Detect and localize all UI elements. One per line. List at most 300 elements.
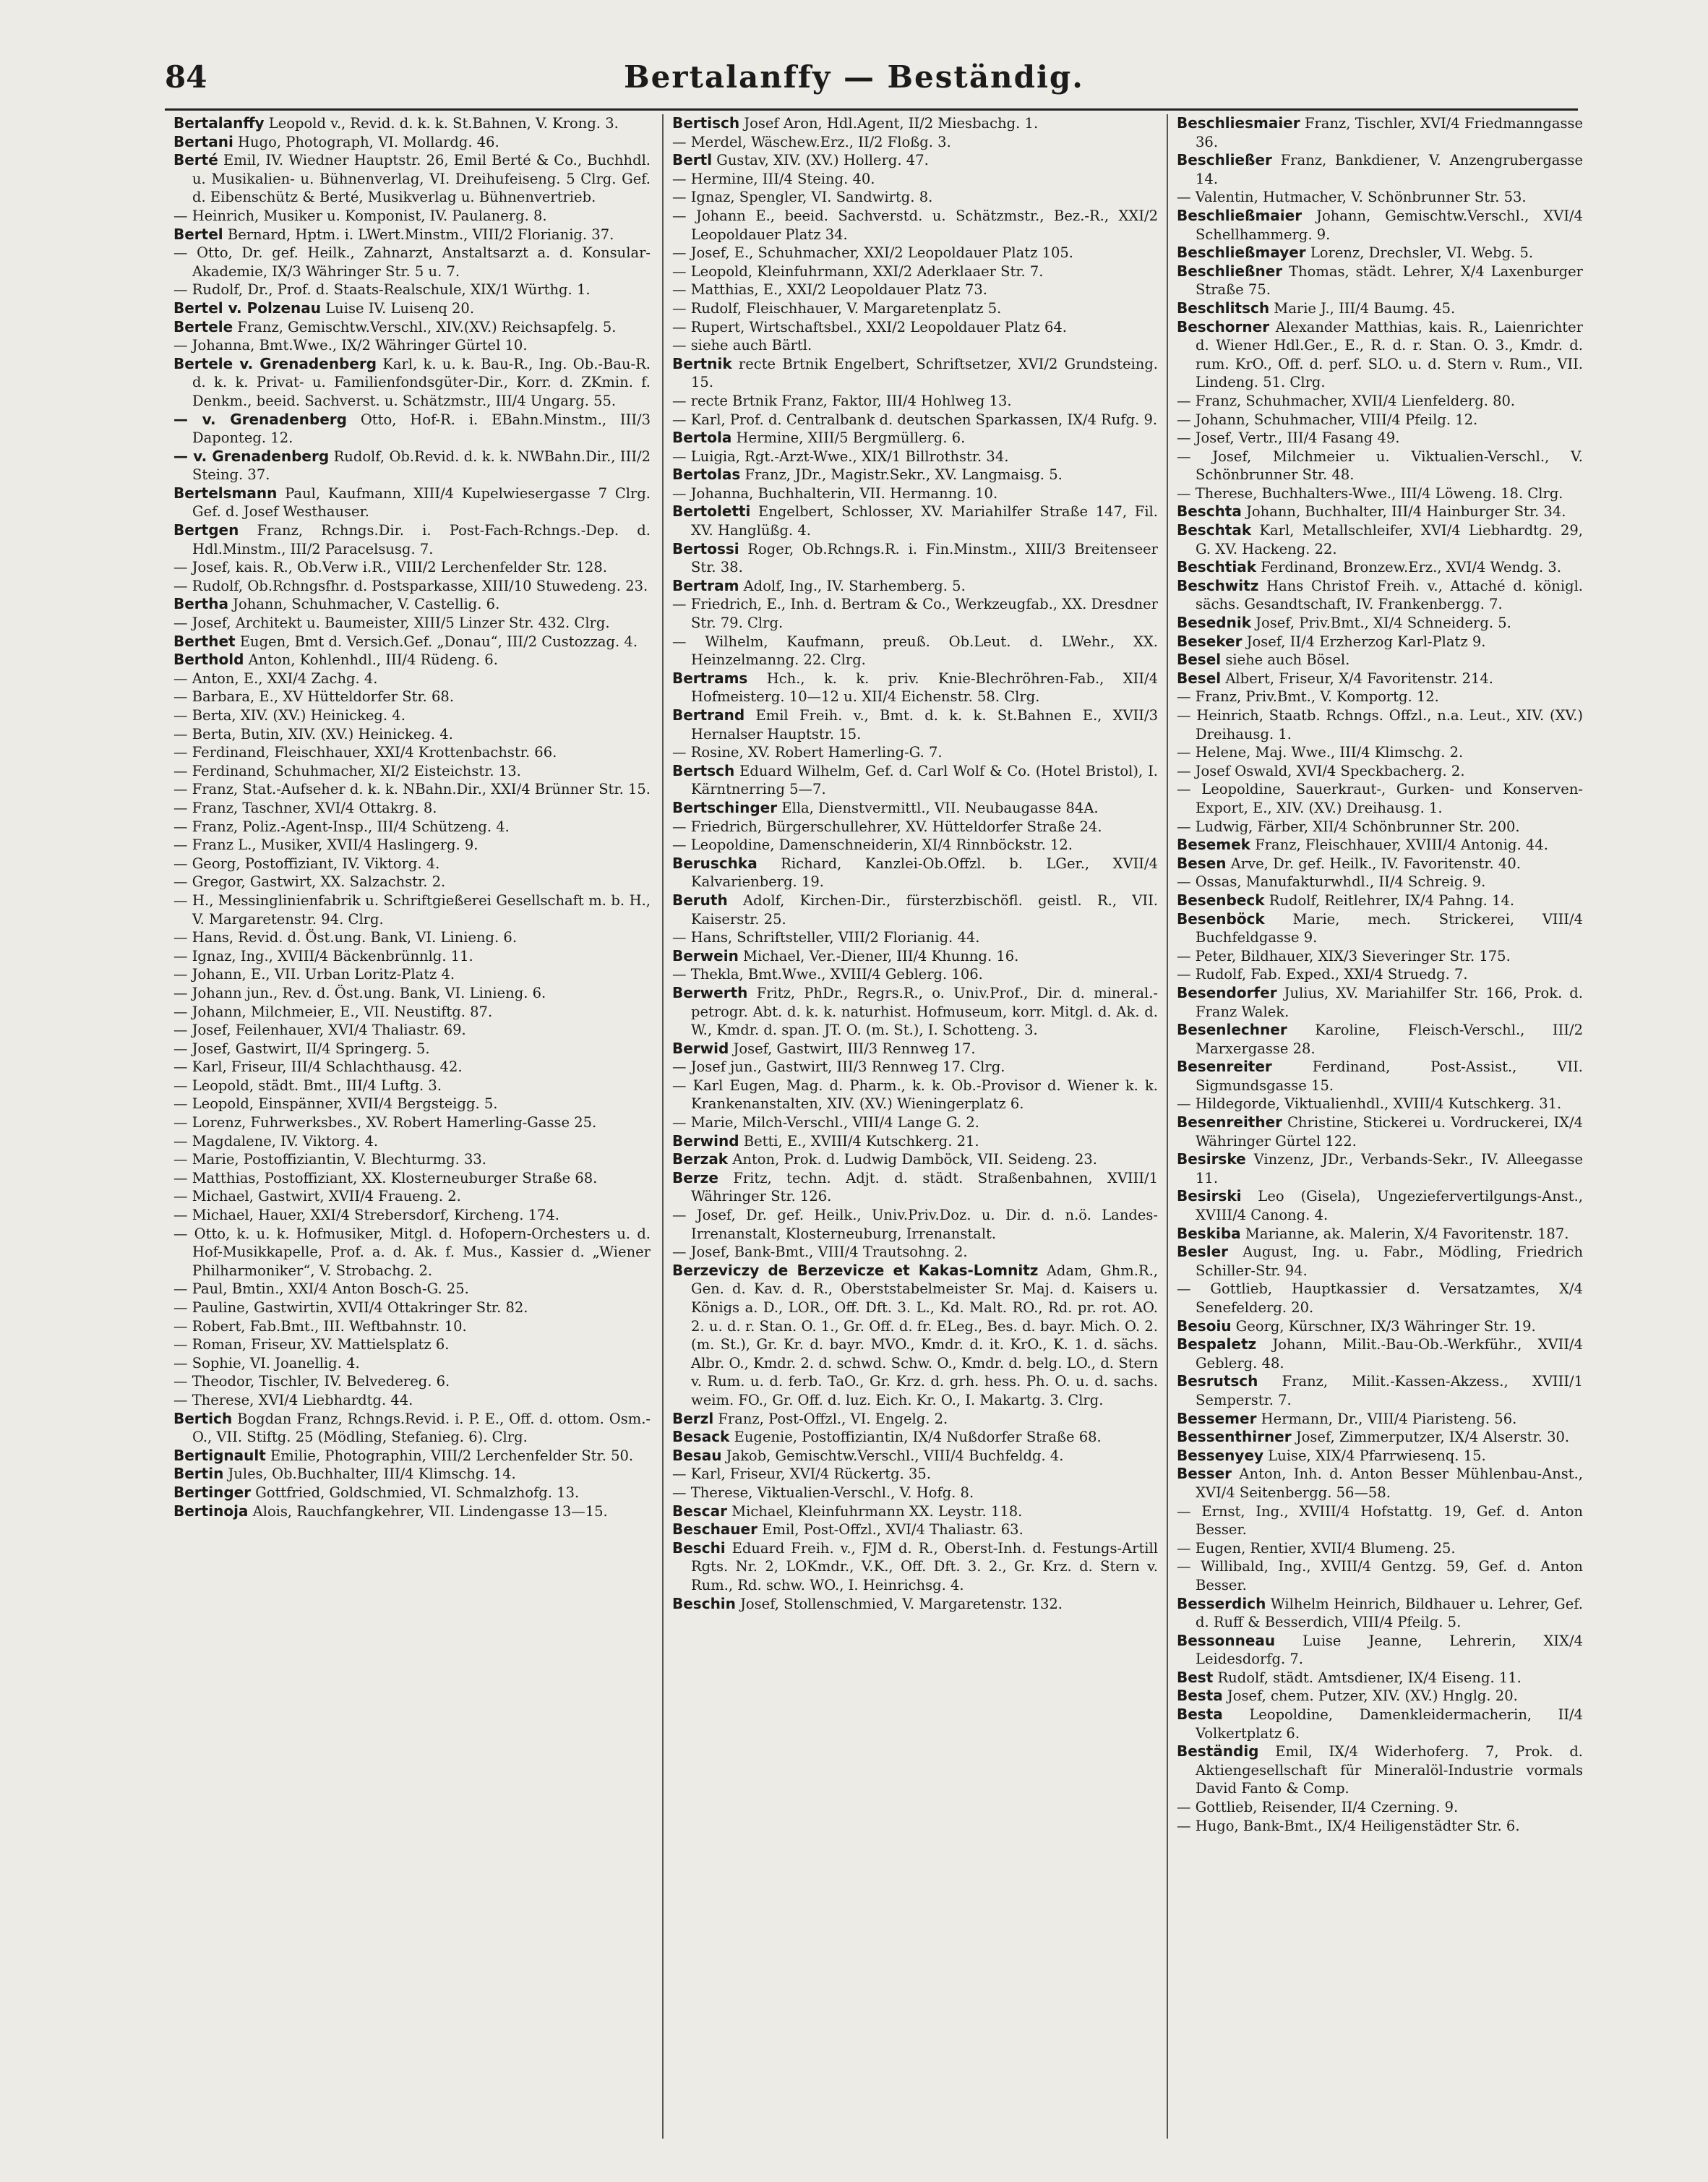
entry-details: — Robert, Fab.Bmt., III. Weftbahnstr. 10.	[173, 1317, 467, 1335]
directory-entry	[173, 984, 651, 1003]
directory-entry	[173, 521, 651, 558]
directory-entry	[173, 207, 651, 226]
directory-entry	[173, 1169, 651, 1188]
directory-entry	[672, 429, 1158, 448]
directory-entry	[173, 1280, 651, 1298]
directory-entry	[672, 262, 1158, 281]
directory-entry	[173, 1354, 651, 1373]
entry-details: — Helene, Maj. Wwe., III/4 Klimschg. 2.	[1177, 744, 1464, 761]
directory-entry	[173, 1058, 651, 1077]
directory-entry	[1177, 1502, 1583, 1539]
directory-entry	[173, 1502, 651, 1521]
entry-details: Karoline, Fleisch-Verschl., III/2 Marxergasse 28.	[1196, 1022, 1583, 1057]
entry-surname: Bertelsmann	[173, 484, 278, 502]
entry-surname: Besenreither	[1177, 1113, 1283, 1131]
directory-entry	[1177, 1817, 1583, 1836]
entry-details: Gustav, XIV. (XV.) Hollerg. 47.	[716, 152, 929, 169]
directory-entry	[173, 743, 651, 762]
directory-entry	[672, 836, 1158, 855]
entry-details: — Sophie, VI. Joanellig. 4.	[173, 1354, 360, 1372]
entry-surname: Bertossi	[672, 539, 739, 557]
directory-entry	[1177, 1539, 1583, 1558]
entry-surname: Bertignault	[173, 1446, 266, 1464]
entry-surname: Besler	[1177, 1243, 1228, 1261]
directory-entry	[1177, 392, 1583, 411]
directory-entry	[1177, 688, 1583, 706]
entry-details: Johann, Schuhmacher, V. Castellig. 6.	[233, 596, 500, 613]
entry-details: — Michael, Hauer, XXI/4 Strebersdorf, Kircheng. 174.	[173, 1207, 560, 1224]
entry-surname: Best	[1177, 1668, 1214, 1686]
entry-details: Emil, IV. Wiedner Hauptstr. 26, Emil Berté & Co., Buchhdl. u. Musikalien- u. Bühnenverlag, VI. Dreihufeiseng. 5 Clrg. Gef. d. Eibenschütz & Berté, Musikverlag u. Bühnenvertrieb.	[192, 152, 651, 206]
entry-details: — Karl, Friseur, III/4 Schlachthausg. 42.	[173, 1058, 463, 1076]
directory-entry	[173, 780, 651, 799]
entry-details: — Josef, kais. R., Ob.Verw i.R., VIII/2 Lerchenfelder Str. 128.	[173, 559, 607, 576]
directory-entry	[173, 577, 651, 596]
entry-surname: Bertin	[173, 1465, 224, 1483]
directory-entry	[1177, 706, 1583, 743]
directory-entry	[173, 651, 651, 669]
directory-entry	[672, 1539, 1158, 1595]
directory-entry	[173, 688, 651, 706]
entry-surname: Besenreiter	[1177, 1058, 1272, 1076]
directory-entry	[672, 1077, 1158, 1113]
directory-entry	[173, 1187, 651, 1206]
directory-entry	[173, 1484, 651, 1502]
entry-surname: Bessenthirner	[1177, 1428, 1292, 1446]
entry-details: Ella, Dienstvermittl., VII. Neubaugasse 84A.	[781, 799, 1099, 816]
directory-entry	[173, 762, 651, 781]
entry-details: Josef, Gastwirt, III/3 Rennweg 17.	[733, 1040, 976, 1057]
entry-surname: Besel	[1177, 669, 1222, 687]
directory-entry	[672, 1243, 1158, 1262]
entry-details: — Thekla, Bmt.Wwe., XVIII/4 Geblerg. 106.	[672, 966, 983, 983]
entry-details: — Ernst, Ing., XVIII/4 Hofstattg. 19, Gef. d. Anton Besser.	[1177, 1502, 1583, 1539]
entry-details: — Josef jun., Gastwirt, III/3 Rennweg 17. Clrg.	[672, 1058, 1005, 1076]
directory-entry	[173, 1132, 651, 1151]
entry-details: Leopold v., Revid. d. k. k. St.Bahnen, V. Krong. 3.	[268, 115, 619, 132]
entry-surname: Berwein	[672, 946, 739, 964]
entry-surname: Bertha	[173, 595, 228, 613]
entry-surname: Bertrams	[672, 669, 748, 687]
entry-surname: Bertoletti	[672, 502, 751, 521]
directory-entry	[672, 947, 1158, 966]
entry-surname: — v. Grenadenberg	[173, 410, 347, 428]
directory-entry	[1177, 1372, 1583, 1409]
column-divider	[1167, 114, 1168, 2139]
entry-surname: Beschließmayer	[1177, 244, 1306, 262]
entry-surname: Bertich	[173, 1409, 233, 1427]
entry-details: — Gottlieb, Hauptkassier d. Versatzamtes, X/4 Senefelderg. 20.	[1177, 1280, 1583, 1316]
entry-surname: Besenbeck	[1177, 891, 1265, 909]
directory-entry	[672, 318, 1158, 337]
entry-details: Georg, Kürschner, IX/3 Währinger Str. 19.	[1235, 1317, 1536, 1335]
column-2	[672, 114, 1158, 2153]
directory-entry	[672, 355, 1158, 392]
entry-details: Alexander Matthias, kais. R., Laienrichter d. Wiener Hdl.Ger., E., R. d. r. Stan. O. 3., Kmdr. d. rum. KrO., Off. d. perf. SLO. u. d. Stern v. Rum., VII. Lindeng. 51. Clrg.	[1196, 318, 1583, 391]
directory-entry	[173, 1465, 651, 1484]
directory-entry	[672, 1169, 1158, 1206]
directory-entry	[672, 133, 1158, 152]
directory-entry	[1177, 262, 1583, 299]
directory-entry	[173, 947, 651, 966]
entry-details: Alois, Rauchfangkehrer, VII. Lindengasse 13—15.	[252, 1502, 608, 1520]
entry-details: Hermann, Dr., VIII/4 Piaristeng. 56.	[1261, 1410, 1517, 1427]
entry-surname: Besau	[672, 1446, 722, 1464]
entry-details: Julius, XV. Mariahilfer Str. 166, Prok. d. Franz Walek.	[1196, 984, 1583, 1020]
entry-details: — Johanna, Buchhalterin, VII. Hermanng. 10.	[672, 484, 998, 502]
directory-entry	[672, 1520, 1158, 1539]
column-1	[173, 114, 651, 2153]
directory-entry	[1177, 1465, 1583, 1502]
entry-details: — Ignaz, Spengler, VI. Sandwirtg. 8.	[672, 189, 933, 206]
entry-details: Wilhelm Heinrich, Bildhauer u. Lehrer, Gef. d. Ruff & Besserdich, VIII/4 Pfeilg. 5.	[1196, 1595, 1583, 1631]
entry-surname: Besack	[672, 1428, 730, 1446]
entry-details: — Josef Oswald, XVI/4 Speckbacherg. 2.	[1177, 762, 1465, 779]
entry-surname: Besta	[1177, 1687, 1223, 1705]
entry-details: Emil, IX/4 Widerhoferg. 7, Prok. d. Aktiengesellschaft für Mineralöl-Industrie vormals David Fanto & Comp.	[1196, 1743, 1583, 1797]
entry-details: — Michael, Gastwirt, XVII/4 Fraueng. 2.	[173, 1188, 461, 1205]
entry-details: — recte Brtnik Franz, Faktor, III/4 Hohlweg 13.	[672, 392, 1012, 409]
entry-surname: Besrutsch	[1177, 1372, 1258, 1390]
directory-entry	[672, 1447, 1158, 1466]
entry-details: Johann, Milit.-Bau-Ob.-Werkführ., XVII/4 Geblerg. 48.	[1196, 1336, 1583, 1372]
directory-entry	[672, 855, 1158, 891]
entry-surname: Bertsch	[672, 761, 735, 779]
entry-details: Eugenie, Postoffiziantin, IX/4 Nußdorfer Straße 68.	[734, 1429, 1102, 1446]
directory-entry	[1177, 1557, 1583, 1594]
directory-entry	[173, 1317, 651, 1336]
entry-details: Eugen, Bmt d. Versich.Gef. „Donau“, III/2 Custozzag. 4.	[239, 633, 638, 650]
directory-entry	[672, 891, 1158, 928]
entry-details: — Theodor, Tischler, IV. Belvedereg. 6.	[173, 1373, 450, 1390]
entry-details: Richard, Kanzlei-Ob.Offzl. b. LGer., XVII/4 Kalvarienberg. 19.	[691, 855, 1158, 891]
entry-details: — Willibald, Ing., XVIII/4 Gentzg. 59, Gef. d. Anton Besser.	[1177, 1558, 1583, 1593]
directory-entry	[1177, 651, 1583, 669]
entry-details: Franz, Tischler, XVI/4 Friedmanngasse 36.	[1196, 115, 1583, 150]
directory-entry	[672, 706, 1158, 743]
directory-entry	[173, 411, 651, 448]
directory-entry	[173, 1447, 651, 1466]
entry-details: — Peter, Bildhauer, XIX/3 Sieveringer Str. 175.	[1177, 947, 1511, 964]
directory-entry	[173, 558, 651, 577]
entry-surname: Bertnik	[672, 354, 732, 372]
directory-entry	[1177, 965, 1583, 984]
entry-details: — Marie, Milch-Verschl., VIII/4 Lange G. 2.	[672, 1114, 979, 1131]
directory-entry	[173, 669, 651, 688]
entry-details: — Leopold, Kleinfuhrmann, XXI/2 Aderklaaer Str. 7.	[672, 262, 1044, 280]
entry-details: — Gregor, Gastwirt, XX. Salzachstr. 2.	[173, 873, 446, 891]
directory-entry	[173, 595, 651, 614]
entry-surname: Besel	[1177, 651, 1222, 669]
directory-entry	[672, 1058, 1158, 1077]
entry-details: Luise IV. Luisenq 20.	[325, 299, 475, 317]
entry-details: — Hermine, III/4 Steing. 40.	[672, 170, 875, 187]
entry-details: Thomas, städt. Lehrer, X/4 Laxenburger Straße 75.	[1196, 262, 1583, 299]
entry-details: — Karl Eugen, Mag. d. Pharm., k. k. Ob.-Provisor d. Wiener k. k. Krankenanstalten, XIV. (XV.) Wieningerplatz 6.	[672, 1077, 1158, 1113]
entry-details: — Merdel, Wäschew.Erz., II/2 Floßg. 3.	[672, 133, 951, 150]
entry-surname: Beschließner	[1177, 262, 1283, 280]
entry-details: — Hans, Revid. d. Öst.ung. Bank, VI. Linieng. 6.	[173, 929, 518, 946]
entry-details: — Therese, Viktualien-Verschl., V. Hofg. 8.	[672, 1484, 974, 1501]
entry-details: — Rudolf, Fab. Exped., XXI/4 Struedg. 7.	[1177, 966, 1468, 983]
column-3	[1177, 114, 1583, 2153]
directory-entry	[672, 984, 1158, 1040]
directory-entry	[672, 577, 1158, 596]
entry-details: Franz, Post-Offzl., VI. Engelg. 2.	[718, 1410, 948, 1427]
entry-surname: Bertl	[672, 151, 713, 169]
entry-surname: Berzak	[672, 1150, 729, 1168]
entry-details: — Rudolf, Dr., Prof. d. Staats-Realschule, XIX/1 Würthg. 1.	[173, 281, 591, 299]
entry-details: — Johann, Schuhmacher, VIII/4 Pfeilg. 12.	[1177, 411, 1478, 428]
entry-details: Josef, Priv.Bmt., XI/4 Schneiderg. 5.	[1256, 615, 1511, 632]
entry-details: — Josef, Milchmeier u. Viktualien-Verschl., V. Schönbrunner Str. 48.	[1177, 448, 1583, 484]
directory-entry	[672, 281, 1158, 299]
entry-surname: Beschliesmaier	[1177, 114, 1300, 132]
entry-details: Hugo, Photograph, VI. Mollardg. 46.	[238, 133, 499, 150]
entry-details: — Anton, E., XXI/4 Zachg. 4.	[173, 669, 378, 687]
entry-details: — Leopold, Einspänner, XVII/4 Bergsteigg. 5.	[173, 1095, 498, 1113]
entry-details: Johann, Buchhalter, III/4 Hainburger Str. 34.	[1246, 503, 1566, 521]
directory-entry	[1177, 1798, 1583, 1817]
entry-details: Gottfried, Goldschmied, VI. Schmalzhofg. 13.	[255, 1484, 580, 1501]
entry-details: — Otto, k. u. k. Hofmusiker, Mitgl. d. Hofopern-Orchesters u. d. Hof-Musikkapelle, Prof. a. d. Ak. f. Mus., Kassier d. „Wiener Philharmoniker“, V. Strobachg. 2.	[173, 1225, 651, 1279]
entry-details: — Josef, Vertr., III/4 Fasang 49.	[1177, 429, 1400, 447]
entry-surname: Beschorner	[1177, 317, 1270, 335]
directory-entry	[173, 818, 651, 837]
entry-details: — Berta, XIV. (XV.) Heinickeg. 4.	[173, 707, 405, 724]
entry-details: — Johann jun., Rev. d. Öst.ung. Bank, VI. Linieng. 6.	[173, 984, 546, 1001]
directory-entry	[173, 965, 651, 984]
directory-entry	[672, 1410, 1158, 1429]
entry-details: Leopoldine, Damenkleidermacherin, II/4 Volkertplatz 6.	[1196, 1706, 1583, 1742]
entry-details: Franz, Gemischtw.Verschl., XIV.(XV.) Reichsapfelg. 5.	[237, 318, 617, 335]
directory-entry	[672, 336, 1158, 355]
entry-surname: Beruth	[672, 891, 728, 909]
entry-details: Hans Christof Freih. v., Attaché d. königl. sächs. Gesandtschaft, IV. Frankenbergg. 7.	[1196, 577, 1583, 613]
entry-details: recte Brtnik Engelbert, Schriftsetzer, XVI/2 Grundsteing. 15.	[691, 355, 1158, 391]
entry-surname: Besta	[1177, 1706, 1223, 1724]
directory-entry	[173, 299, 651, 318]
directory-entry	[672, 818, 1158, 837]
entry-details: — Josef, Bank-Bmt., VIII/4 Trautsohng. 2.	[672, 1244, 968, 1261]
entry-details: — Heinrich, Musiker u. Komponist, IV. Paulanerg. 8.	[173, 207, 547, 224]
entry-details: Engelbert, Schlosser, XV. Mariahilfer Straße 147, Fil. XV. Hanglüßg. 4.	[691, 503, 1158, 539]
entry-surname: Beständig	[1177, 1742, 1259, 1760]
directory-entry	[173, 114, 651, 133]
entry-surname: — v. Grenadenberg	[173, 447, 330, 465]
entry-details: Jules, Ob.Buchhalter, III/4 Klimschg. 14.	[228, 1466, 516, 1483]
entry-details: — Rupert, Wirtschaftsbel., XXI/2 Leopoldauer Platz 64.	[672, 318, 1067, 335]
entry-details: — Josef, Dr. gef. Heilk., Univ.Priv.Doz. u. Dir. d. n.ö. Landes-Irrenanstalt, Klosterneuburg, Irrenanstalt.	[672, 1207, 1158, 1242]
directory-entry	[173, 799, 651, 818]
directory-entry	[672, 207, 1158, 244]
entry-details: — Josef, Architekt u. Baumeister, XIII/5 Linzer Str. 432. Clrg.	[173, 615, 610, 632]
entry-details: — Wilhelm, Kaufmann, preuß. Ob.Leut. d. LWehr., XX. Heinzelmanng. 22. Clrg.	[672, 633, 1158, 669]
directory-entry	[173, 1040, 651, 1058]
directory-entry	[1177, 1095, 1583, 1113]
directory-entry	[1177, 244, 1583, 262]
directory-entry	[1177, 521, 1583, 558]
directory-entry	[173, 614, 651, 633]
entry-details: — Karl, Friseur, XVI/4 Rückertg. 35.	[672, 1466, 932, 1483]
entry-details: Karl, k. u. k. Bau-R., Ing. Ob.-Bau-R. d. k. k. Privat- u. Familienfondsgüter-Dir., Korr. d. ZKmin. f. Denkm., beeid. Sachverst. u. Schätzmstr., III/4 Ungarg. 55.	[192, 355, 651, 409]
directory-entry	[1177, 1187, 1583, 1224]
entry-surname: Bertalanffy	[173, 114, 265, 132]
entry-details: — Franz, Stat.-Aufseher d. k. k. NBahn.Dir., XXI/4 Brünner Str. 15.	[173, 781, 651, 798]
entry-details: Marianne, ak. Malerin, X/4 Favoritenstr. 187.	[1245, 1225, 1569, 1242]
directory-entry	[173, 1410, 651, 1447]
entry-details: Arve, Dr. gef. Heilk., IV. Favoritenstr. 40.	[1230, 855, 1521, 872]
entry-details: Johann, Gemischtw.Verschl., XVI/4 Schellhammerg. 9.	[1196, 207, 1583, 243]
directory-entry	[1177, 114, 1583, 151]
directory-entry	[672, 392, 1158, 411]
entry-details: Franz, Fleischhauer, XVIII/4 Antonig. 44.	[1255, 837, 1548, 854]
directory-entry	[1177, 818, 1583, 837]
entry-surname: Beschließer	[1177, 151, 1272, 169]
entry-details: — Ignaz, Ing., XVIII/4 Bäckenbrünnlg. 11.	[173, 947, 473, 964]
entry-surname: Beschauer	[672, 1520, 758, 1539]
entry-details: — Otto, Dr. gef. Heilk., Zahnarzt, Anstaltsarzt a. d. Konsular-Akademie, IX/3 Währinger Str. 5 u. 7.	[173, 244, 651, 280]
directory-entry	[173, 1077, 651, 1095]
entry-details: — Franz L., Musiker, XVII/4 Haslingerg. 9.	[173, 837, 479, 854]
directory-entry	[173, 1206, 651, 1225]
entry-details: siehe auch Bösel.	[1225, 651, 1350, 669]
directory-entry	[1177, 1687, 1583, 1706]
directory-entry	[173, 281, 651, 299]
entry-details: — Heinrich, Staatb. Rchngs. Offzl., n.a. Leut., XIV. (XV.) Dreihausg. 1.	[1177, 707, 1583, 743]
directory-entry	[672, 743, 1158, 762]
directory-entry	[672, 633, 1158, 669]
page-number: 84	[165, 59, 207, 95]
directory-entry	[1177, 502, 1583, 521]
directory-entry	[672, 502, 1158, 539]
directory-entry	[1177, 855, 1583, 873]
entry-surname: Beschtak	[1177, 521, 1252, 539]
entry-details: — Paul, Bmtin., XXI/4 Anton Bosch-G. 25.	[173, 1280, 469, 1298]
directory-entry	[672, 965, 1158, 984]
entry-surname: Bertel	[173, 225, 223, 243]
entry-details: — Matthias, Postoffiziant, XX. Klosterneuburger Straße 68.	[173, 1169, 598, 1186]
directory-entry	[1177, 1669, 1583, 1687]
directory-entry	[1177, 780, 1583, 817]
entry-surname: Beschtiak	[1177, 558, 1257, 576]
directory-entry	[672, 762, 1158, 799]
directory-entry	[1177, 762, 1583, 781]
directory-entry	[672, 1206, 1158, 1243]
entry-surname: Bertani	[173, 132, 233, 150]
entry-surname: Berté	[173, 151, 218, 169]
entry-details: Lorenz, Drechsler, VI. Webg. 5.	[1310, 244, 1534, 262]
directory-entry	[1177, 1150, 1583, 1187]
entry-surname: Beschwitz	[1177, 576, 1259, 594]
directory-entry	[1177, 1243, 1583, 1280]
directory-entry	[672, 114, 1158, 133]
entry-details: — Valentin, Hutmacher, V. Schönbrunner Str. 53.	[1177, 189, 1527, 206]
directory-entry	[672, 466, 1158, 484]
directory-entry	[173, 1003, 651, 1022]
entry-details: Marie J., III/4 Baumg. 45.	[1274, 299, 1456, 317]
entry-surname: Berthet	[173, 632, 236, 650]
entry-details: — Hugo, Bank-Bmt., IX/4 Heiligenstädter Str. 6.	[1177, 1817, 1520, 1834]
entry-details: — Therese, Buchhalters-Wwe., III/4 Löweng. 18. Clrg.	[1177, 484, 1563, 502]
directory-entry	[672, 1132, 1158, 1151]
entry-details: — Eugen, Rentier, XVII/4 Blumeng. 25.	[1177, 1539, 1456, 1557]
entry-details: Ferdinand, Post-Assist., VII. Sigmundsgasse 15.	[1196, 1058, 1583, 1094]
entry-details: Josef Aron, Hdl.Agent, II/2 Miesbachg. 1.	[744, 115, 1039, 132]
entry-details: Bogdan Franz, Rchngs.Revid. i. P. E., Off. d. ottom. Osm.-O., VII. Stiftg. 25 (Mödling, Stefanieg. 6). Clrg.	[192, 1410, 651, 1446]
entry-details: Christine, Stickerei u. Vordruckerei, IX/4 Währinger Gürtel 122.	[1196, 1114, 1583, 1150]
directory-entry	[173, 1095, 651, 1113]
entry-surname: Beruschka	[672, 854, 758, 872]
directory-entry	[672, 1113, 1158, 1132]
entry-surname: Berzl	[672, 1409, 714, 1427]
entry-details: — Pauline, Gastwirtin, XVII/4 Ottakringer Str. 82.	[173, 1299, 528, 1316]
entry-details: — Franz, Poliz.-Agent-Insp., III/4 Schützeng. 4.	[173, 818, 510, 835]
directory-entry	[672, 799, 1158, 818]
directory-entry	[1177, 1335, 1583, 1372]
entry-details: Adolf, Ing., IV. Starhemberg. 5.	[743, 577, 966, 594]
entry-details: Luise Jeanne, Lehrerin, XIX/4 Leidesdorfg. 7.	[1196, 1632, 1583, 1668]
entry-surname: Beschließmaier	[1177, 206, 1303, 224]
directory-entry	[173, 928, 651, 947]
directory-entry	[1177, 1632, 1583, 1669]
directory-entry	[1177, 188, 1583, 207]
directory-entry	[1177, 448, 1583, 484]
directory-entry	[173, 1298, 651, 1317]
entry-details: Franz, Milit.-Kassen-Akzess., XVIII/1 Semperstr. 7.	[1196, 1373, 1583, 1408]
directory-entry	[1177, 910, 1583, 947]
entry-details: — Therese, XVI/4 Liebhardtg. 44.	[173, 1391, 413, 1408]
entry-surname: Bespaletz	[1177, 1335, 1257, 1353]
entry-details: — Johanna, Bmt.Wwe., IX/2 Währinger Gürtel 10.	[173, 337, 528, 354]
entry-surname: Bertola	[672, 429, 732, 447]
entry-details: — Rosine, XV. Robert Hamerling-G. 7.	[672, 744, 943, 761]
entry-details: — Roman, Friseur, XV. Mattielsplatz 6.	[173, 1336, 450, 1353]
entry-surname: Besserdich	[1177, 1594, 1266, 1612]
directory-entry	[1177, 299, 1583, 318]
entry-surname: Besednik	[1177, 614, 1251, 632]
directory-entry	[173, 1372, 651, 1391]
entry-details: Roger, Ob.Rchngs.R. i. Fin.Minstm., XIII/3 Breitenseer Str. 38.	[691, 540, 1158, 576]
directory-entry	[672, 448, 1158, 466]
directory-entry	[173, 855, 651, 873]
entry-surname: Bertisch	[672, 114, 740, 132]
entry-surname: Bertschinger	[672, 798, 778, 816]
directory-entry	[672, 411, 1158, 429]
directory-entry	[173, 484, 651, 521]
entry-details: Albert, Friseur, X/4 Favoritenstr. 214.	[1225, 669, 1493, 687]
directory-entry	[1177, 836, 1583, 855]
directory-entry	[1177, 984, 1583, 1021]
entry-details: Michael, Kleinfuhrmann XX. Leystr. 118.	[731, 1502, 1023, 1520]
directory-entry	[672, 151, 1158, 170]
entry-surname: Beschi	[672, 1539, 726, 1557]
entry-details: Luise, XIX/4 Pfarrwiesenq. 15.	[1268, 1447, 1486, 1464]
entry-surname: Bertgen	[173, 521, 239, 539]
entry-details: Franz, Bankdiener, V. Anzengrubergasse 14.	[1196, 152, 1583, 187]
entry-details: Otto, Hof-R. i. EBahn.Minstm., III/3 Daponteg. 12.	[192, 411, 651, 447]
entry-details: — siehe auch Bärtl.	[672, 337, 812, 354]
entry-details: — Friedrich, E., Inh. d. Bertram & Co., Werkzeugfab., XX. Dresdner Str. 79. Clrg.	[672, 596, 1158, 632]
directory-entry	[173, 448, 651, 484]
directory-entry	[1177, 743, 1583, 762]
entry-surname: Besenböck	[1177, 910, 1265, 928]
entry-surname: Bessenyey	[1177, 1446, 1264, 1464]
entry-surname: Bertolas	[672, 466, 741, 484]
entry-details: Fritz, techn. Adjt. d. städt. Straßenbahnen, XVIII/1 Währinger Str. 126.	[691, 1169, 1158, 1205]
entry-details: — Georg, Postoffiziant, IV. Viktorg. 4.	[173, 855, 440, 872]
entry-details: Vinzenz, JDr., Verbands-Sekr., IV. Alleegasse 11.	[1196, 1151, 1583, 1186]
